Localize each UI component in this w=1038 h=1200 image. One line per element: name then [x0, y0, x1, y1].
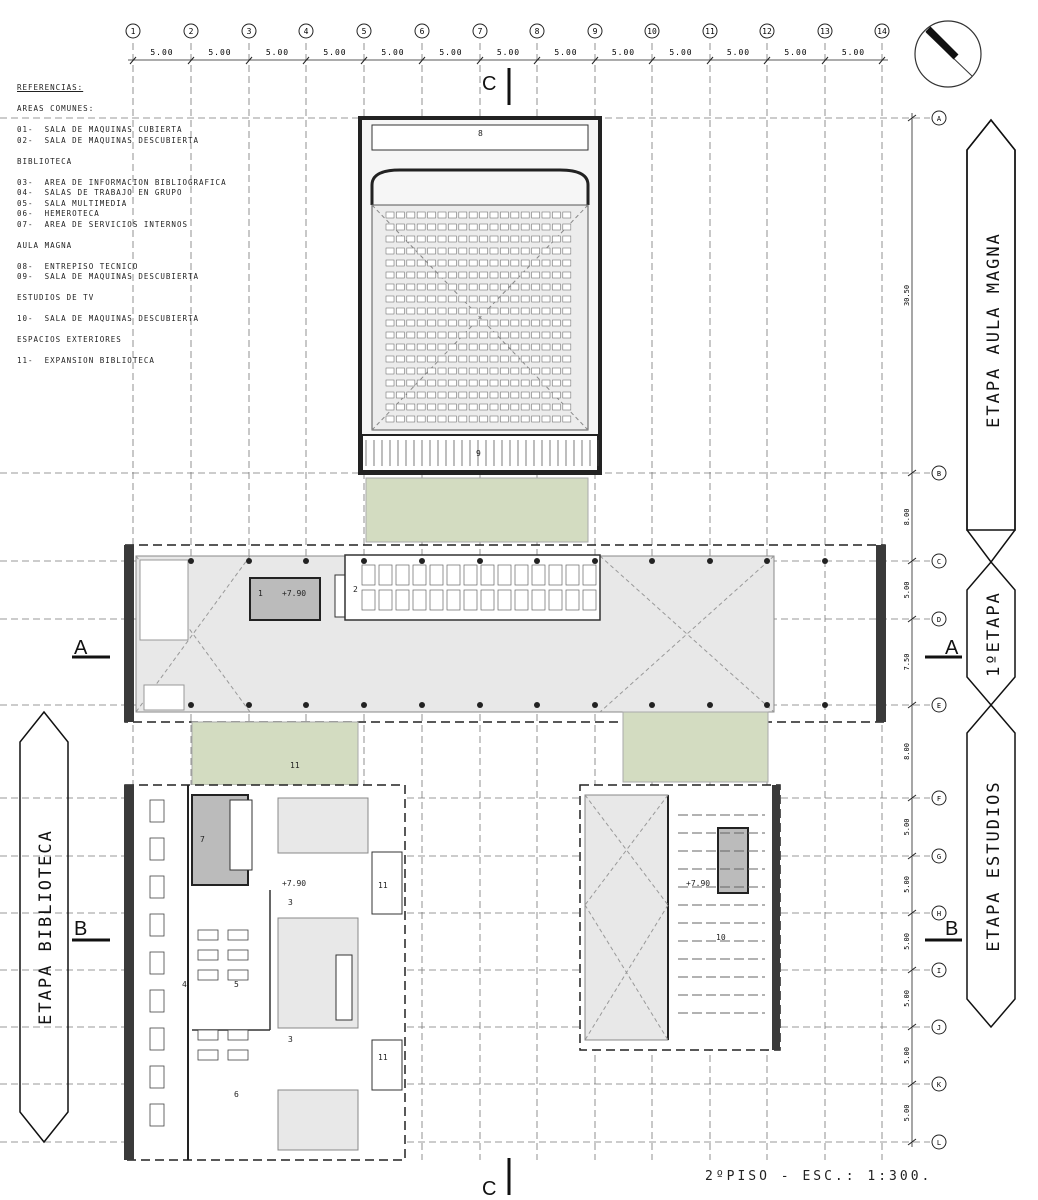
- dimension-label: 5.00: [323, 48, 347, 57]
- dimension-label: 5.00: [265, 48, 290, 57]
- drawing-title: 2ºPISO - ESC.: 1:300.: [705, 1169, 933, 1184]
- grid-column-label: 3: [246, 27, 252, 36]
- grid-row-label: D: [936, 616, 942, 624]
- dimension-label: 5.00: [208, 48, 232, 57]
- central-building: [124, 545, 886, 785]
- dimension-label: 5.00: [903, 876, 911, 893]
- grid-row-label: K: [936, 1081, 942, 1089]
- dimension-label: 5.00: [903, 933, 911, 950]
- legend-heading: ESPACIOS EXTERIORES: [17, 335, 122, 344]
- grid-row-label: A: [936, 115, 942, 123]
- room-number: 2: [353, 585, 358, 594]
- section-label-a: A: [945, 637, 959, 659]
- legend-heading: ESTUDIOS DE TV: [17, 293, 95, 302]
- room-number: 8: [478, 129, 483, 138]
- grid-row-label: E: [936, 702, 942, 710]
- dimension-label: 7.50: [903, 653, 911, 671]
- dimension-label: 8.00: [903, 743, 911, 760]
- grid-row-label: H: [936, 910, 942, 918]
- stage-label-primera: 1ºETAPA: [984, 591, 1004, 677]
- dimension-label: 5.00: [903, 818, 911, 836]
- dimension-label: 5.00: [611, 48, 636, 57]
- grid-column-label: 12: [762, 27, 772, 36]
- grid-row-label: F: [936, 795, 942, 803]
- room-number: 5: [234, 980, 239, 989]
- biblioteca-building: [124, 785, 405, 1160]
- grid-column-label: 2: [188, 27, 194, 36]
- level-mark: +7.90: [282, 879, 307, 888]
- legend-item: 09- SALA DE MAQUINAS DESCUBIERTA: [17, 272, 200, 281]
- level-mark: +7.90: [686, 879, 711, 888]
- dimension-label: 8.00: [903, 508, 911, 526]
- section-label-c: C: [482, 1178, 497, 1200]
- dimension-label: 5.00: [903, 1047, 911, 1064]
- room-number: 10: [716, 933, 726, 942]
- green-patio: [192, 722, 358, 785]
- section-label-b: B: [74, 918, 88, 940]
- dimension-label: 5.00: [903, 581, 911, 599]
- legend-item: 07- AREA DE SERVICIOS INTERNOS: [17, 219, 188, 229]
- legend-item: 03- AREA DE INFORMACION BIBLIOGRAFICA: [17, 177, 227, 187]
- grid-column-label: 13: [820, 27, 830, 36]
- grid-column-label: 11: [705, 27, 715, 36]
- grid-column-label: 5: [361, 27, 367, 36]
- room-number: 1: [258, 589, 263, 598]
- section-label-b: B: [945, 918, 959, 940]
- legend-item: 01- SALA DE MAQUINAS CUBIERTA: [17, 125, 183, 134]
- legend-item: 05- SALA MULTIMEDIA: [17, 198, 128, 208]
- grid-row-label: C: [936, 558, 942, 566]
- grid-row-label: L: [936, 1139, 942, 1147]
- dimension-label: 5.00: [841, 48, 866, 57]
- room-number: 9: [476, 449, 481, 458]
- stage-label-estudios: ETAPA ESTUDIOS: [984, 780, 1004, 952]
- grid-row-label: B: [936, 470, 942, 478]
- dimension-label: 5.00: [554, 48, 578, 57]
- grid-column-label: 10: [647, 27, 657, 36]
- legend-item: 10- SALA DE MAQUINAS DESCUBIERTA: [17, 314, 200, 323]
- grid-row-label: J: [936, 1024, 942, 1032]
- grid-row-label: I: [936, 967, 942, 975]
- dimension-label: 5.00: [496, 48, 521, 57]
- dimension-label: 5.00: [381, 48, 405, 57]
- room-number: 4: [182, 980, 187, 989]
- dimension-label: 5.00: [439, 48, 463, 57]
- room-number: 11: [290, 761, 300, 770]
- aula-magna-building: [360, 118, 600, 542]
- section-label-a: A: [74, 637, 88, 659]
- stage-label-aula-magna: ETAPA AULA MAGNA: [984, 232, 1004, 428]
- dimension-label: 30.50: [903, 284, 911, 307]
- room-number: 11: [378, 881, 388, 890]
- room-number: 11: [378, 1053, 388, 1062]
- dimension-label: 5.00: [726, 48, 751, 57]
- grid-row-label: G: [936, 853, 942, 861]
- legend-heading: AREAS COMUNES:: [17, 104, 95, 113]
- grid-column-label: 7: [477, 27, 483, 36]
- dimension-label: 5.00: [784, 48, 808, 57]
- room-number: 7: [200, 835, 205, 844]
- dimension-label: 5.00: [669, 48, 693, 57]
- legend-item: 02- SALA DE MAQUINAS DESCUBIERTA: [17, 135, 200, 145]
- north-arrow-icon: [915, 21, 981, 87]
- legend-heading: AULA MAGNA: [17, 240, 73, 250]
- legend: [17, 83, 227, 377]
- grid-column-label: 9: [592, 27, 598, 36]
- legend-item: 11- EXPANSION BIBLIOTECA: [17, 356, 155, 365]
- grid-column-label: 1: [130, 27, 136, 36]
- estudios-building: [580, 785, 780, 1050]
- grid-column-label: 8: [534, 27, 540, 36]
- legend-item: 08- ENTREPISO TECNICO: [17, 261, 139, 271]
- level-mark: +7.90: [282, 589, 307, 598]
- dimension-label: 5.00: [903, 1104, 911, 1122]
- legend-title: REFERENCIAS:: [17, 83, 84, 92]
- room-number: 3: [288, 898, 293, 907]
- section-label-c: C: [482, 73, 497, 95]
- room-number: 3: [288, 1035, 293, 1044]
- dimension-label: 5.00: [903, 990, 911, 1007]
- room-number: 6: [234, 1090, 239, 1099]
- legend-heading: BIBLIOTECA: [17, 156, 73, 166]
- legend-item: 06- HEMEROTECA: [17, 209, 100, 218]
- green-patio: [623, 712, 768, 782]
- legend-item: 04- SALAS DE TRABAJO EN GRUPO: [17, 188, 183, 197]
- grid-column-label: 6: [419, 27, 425, 36]
- green-terrace: [366, 478, 588, 542]
- grid-column-label: 4: [303, 27, 309, 36]
- grid-column-label: 14: [877, 27, 887, 36]
- stage-label-biblioteca: ETAPA BIBLIOTECA: [36, 829, 56, 1025]
- dimension-label: 5.00: [150, 48, 174, 57]
